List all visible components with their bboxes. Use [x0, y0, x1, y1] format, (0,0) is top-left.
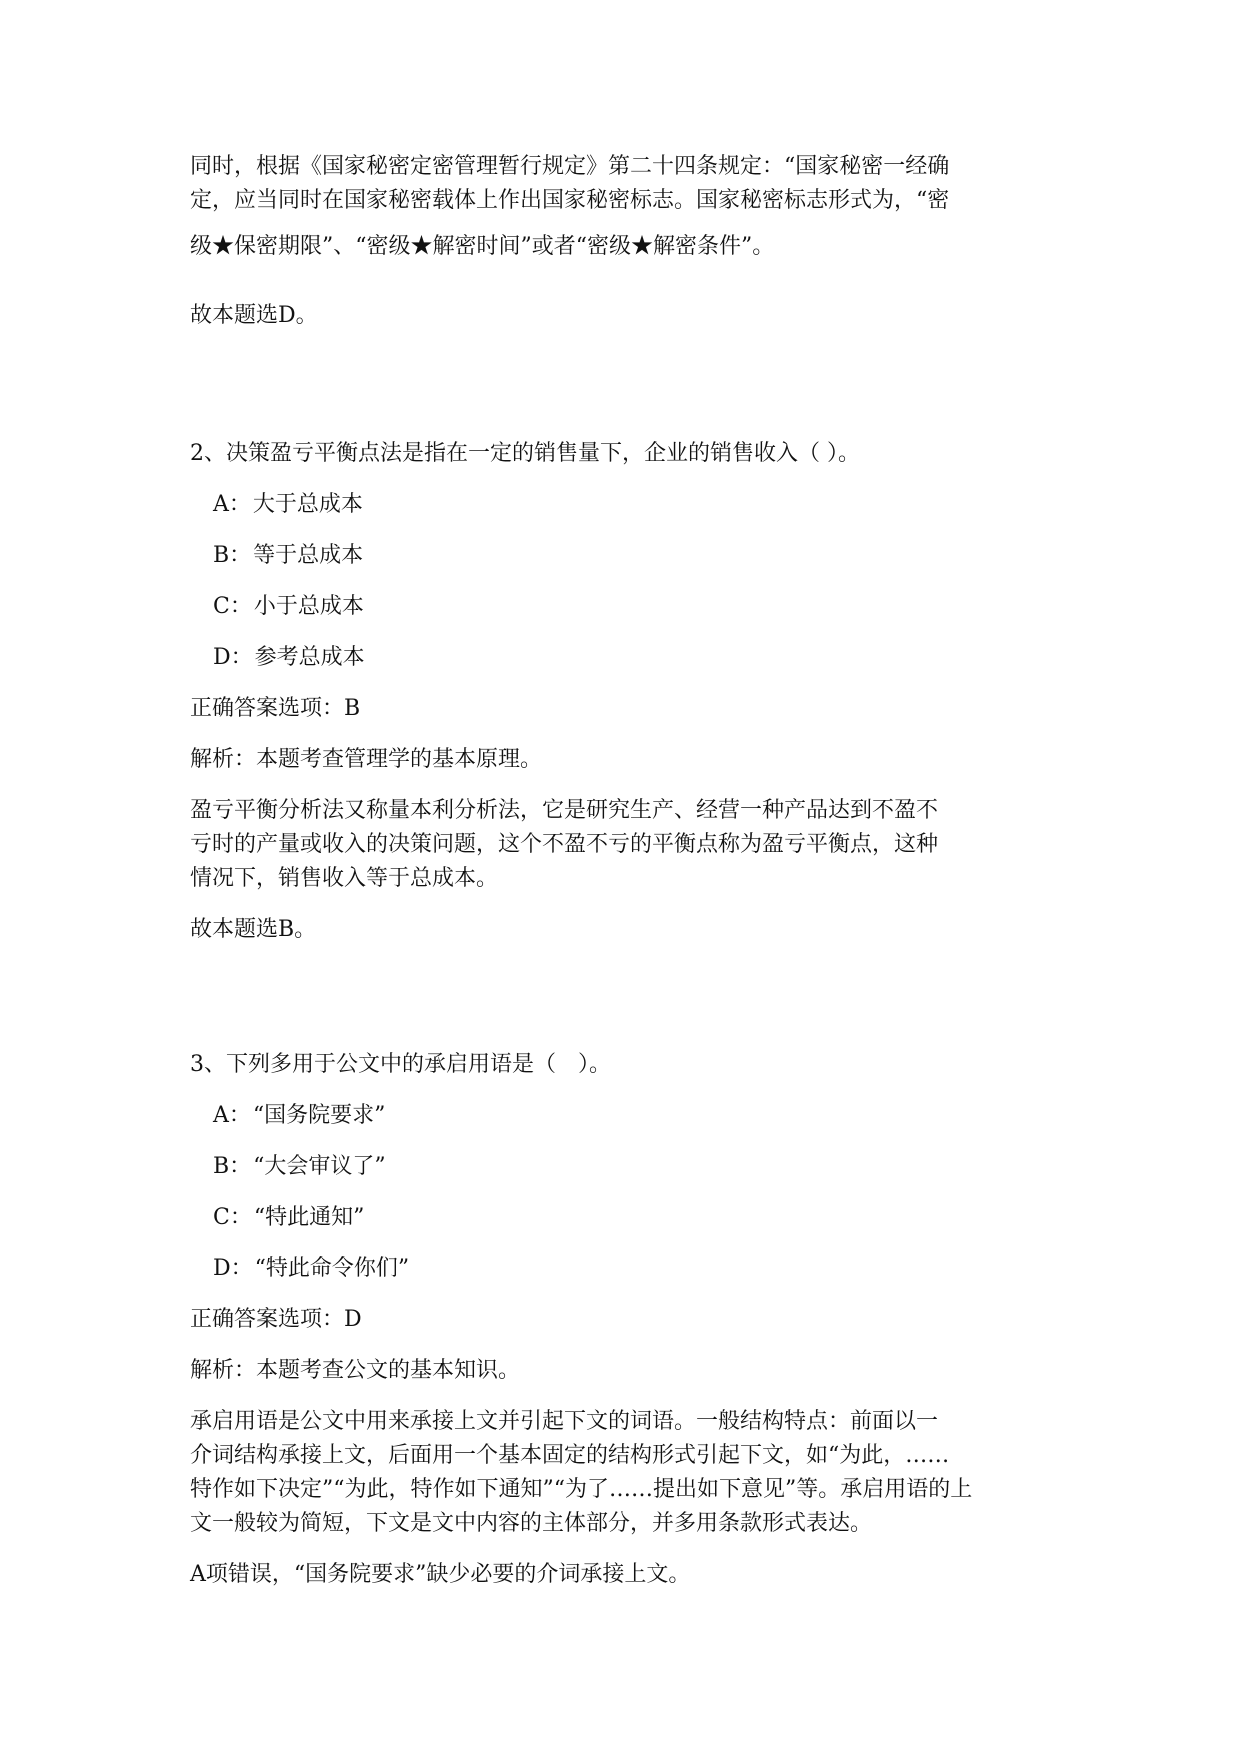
q2-option-b: [213, 539, 363, 573]
option-key: B：: [213, 1154, 252, 1179]
intro-line-2: 定，应当同时在国家秘密载体上作出国家秘密标志。国家秘密标志形式为，“密: [190, 188, 950, 213]
q3-stem: 3、下列多用于公文中的承启用语是（ ）。: [190, 1052, 611, 1077]
q3-analysis-line-2: 介词结构承接上文，后面用一个基本固定的结构形式引起下文，如“为此，……: [190, 1443, 950, 1468]
option-key: D：: [213, 1256, 253, 1281]
q2-answer: 正确答案选项：B: [190, 696, 361, 721]
q3-option-b: [213, 1150, 386, 1184]
option-key: D：: [213, 645, 253, 670]
option-key: C：: [213, 594, 252, 619]
option-key: A：: [213, 492, 251, 517]
q2-analysis-title: 解析：本题考查管理学的基本原理。: [190, 747, 543, 772]
q3-note: A项错误，“国务院要求”缺少必要的介词承接上文。: [190, 1562, 691, 1587]
intro-line-3: 级★保密期限”、“密级★解密时间”或者“密级★解密条件”。: [190, 234, 775, 259]
q3-option-c: [213, 1201, 364, 1235]
q2-analysis-line-3: 情况下，销售收入等于总成本。: [190, 866, 499, 891]
option-key: A：: [213, 1103, 251, 1128]
intro-line-1: 同时，根据《国家秘密定密管理暂行规定》第二十四条规定：“国家秘密一经确: [190, 154, 950, 179]
option-text: “特此命令你们”: [254, 1256, 410, 1281]
q3-answer: 正确答案选项：D: [190, 1307, 362, 1332]
option-text: 大于总成本: [252, 492, 363, 517]
option-text: “大会审议了”: [253, 1154, 386, 1179]
q2-option-d: [213, 641, 365, 675]
q2-analysis-line-1: 盈亏平衡分析法又称量本利分析法，它是研究生产、经营一种产品达到不盈不: [190, 798, 939, 823]
option-text: 小于总成本: [253, 594, 364, 619]
option-text: “特此通知”: [253, 1205, 365, 1230]
q2-option-c: [213, 590, 364, 624]
intro-conclusion: 故本题选D。: [190, 303, 318, 328]
q2-stem: 2、决策盈亏平衡点法是指在一定的销售量下，企业的销售收入（ ）。: [190, 441, 860, 466]
q3-analysis-line-3: 特作如下决定”“为此，特作如下通知”“为了……提出如下意见”等。承启用语的上: [190, 1477, 973, 1502]
q2-option-a: [213, 488, 363, 522]
q3-analysis-line-1: 承启用语是公文中用来承接上文并引起下文的词语。一般结构特点：前面以一: [190, 1409, 939, 1434]
q3-analysis-title: 解析：本题考查公文的基本知识。: [190, 1358, 521, 1383]
option-key: C：: [213, 1205, 252, 1230]
option-text: 参考总成本: [254, 645, 365, 670]
q3-option-a: [213, 1099, 385, 1133]
q3-option-d: [213, 1252, 409, 1286]
q2-analysis-line-2: 亏时的产量或收入的决策问题，这个不盈不亏的平衡点称为盈亏平衡点，这种: [190, 832, 939, 857]
option-text: “国务院要求”: [252, 1103, 386, 1128]
q2-conclusion: 故本题选B。: [190, 917, 317, 942]
option-text: 等于总成本: [253, 543, 364, 568]
q3-analysis-line-4: 文一般较为简短，下文是文中内容的主体部分，并多用条款形式表达。: [190, 1511, 873, 1536]
option-key: B：: [213, 543, 252, 568]
